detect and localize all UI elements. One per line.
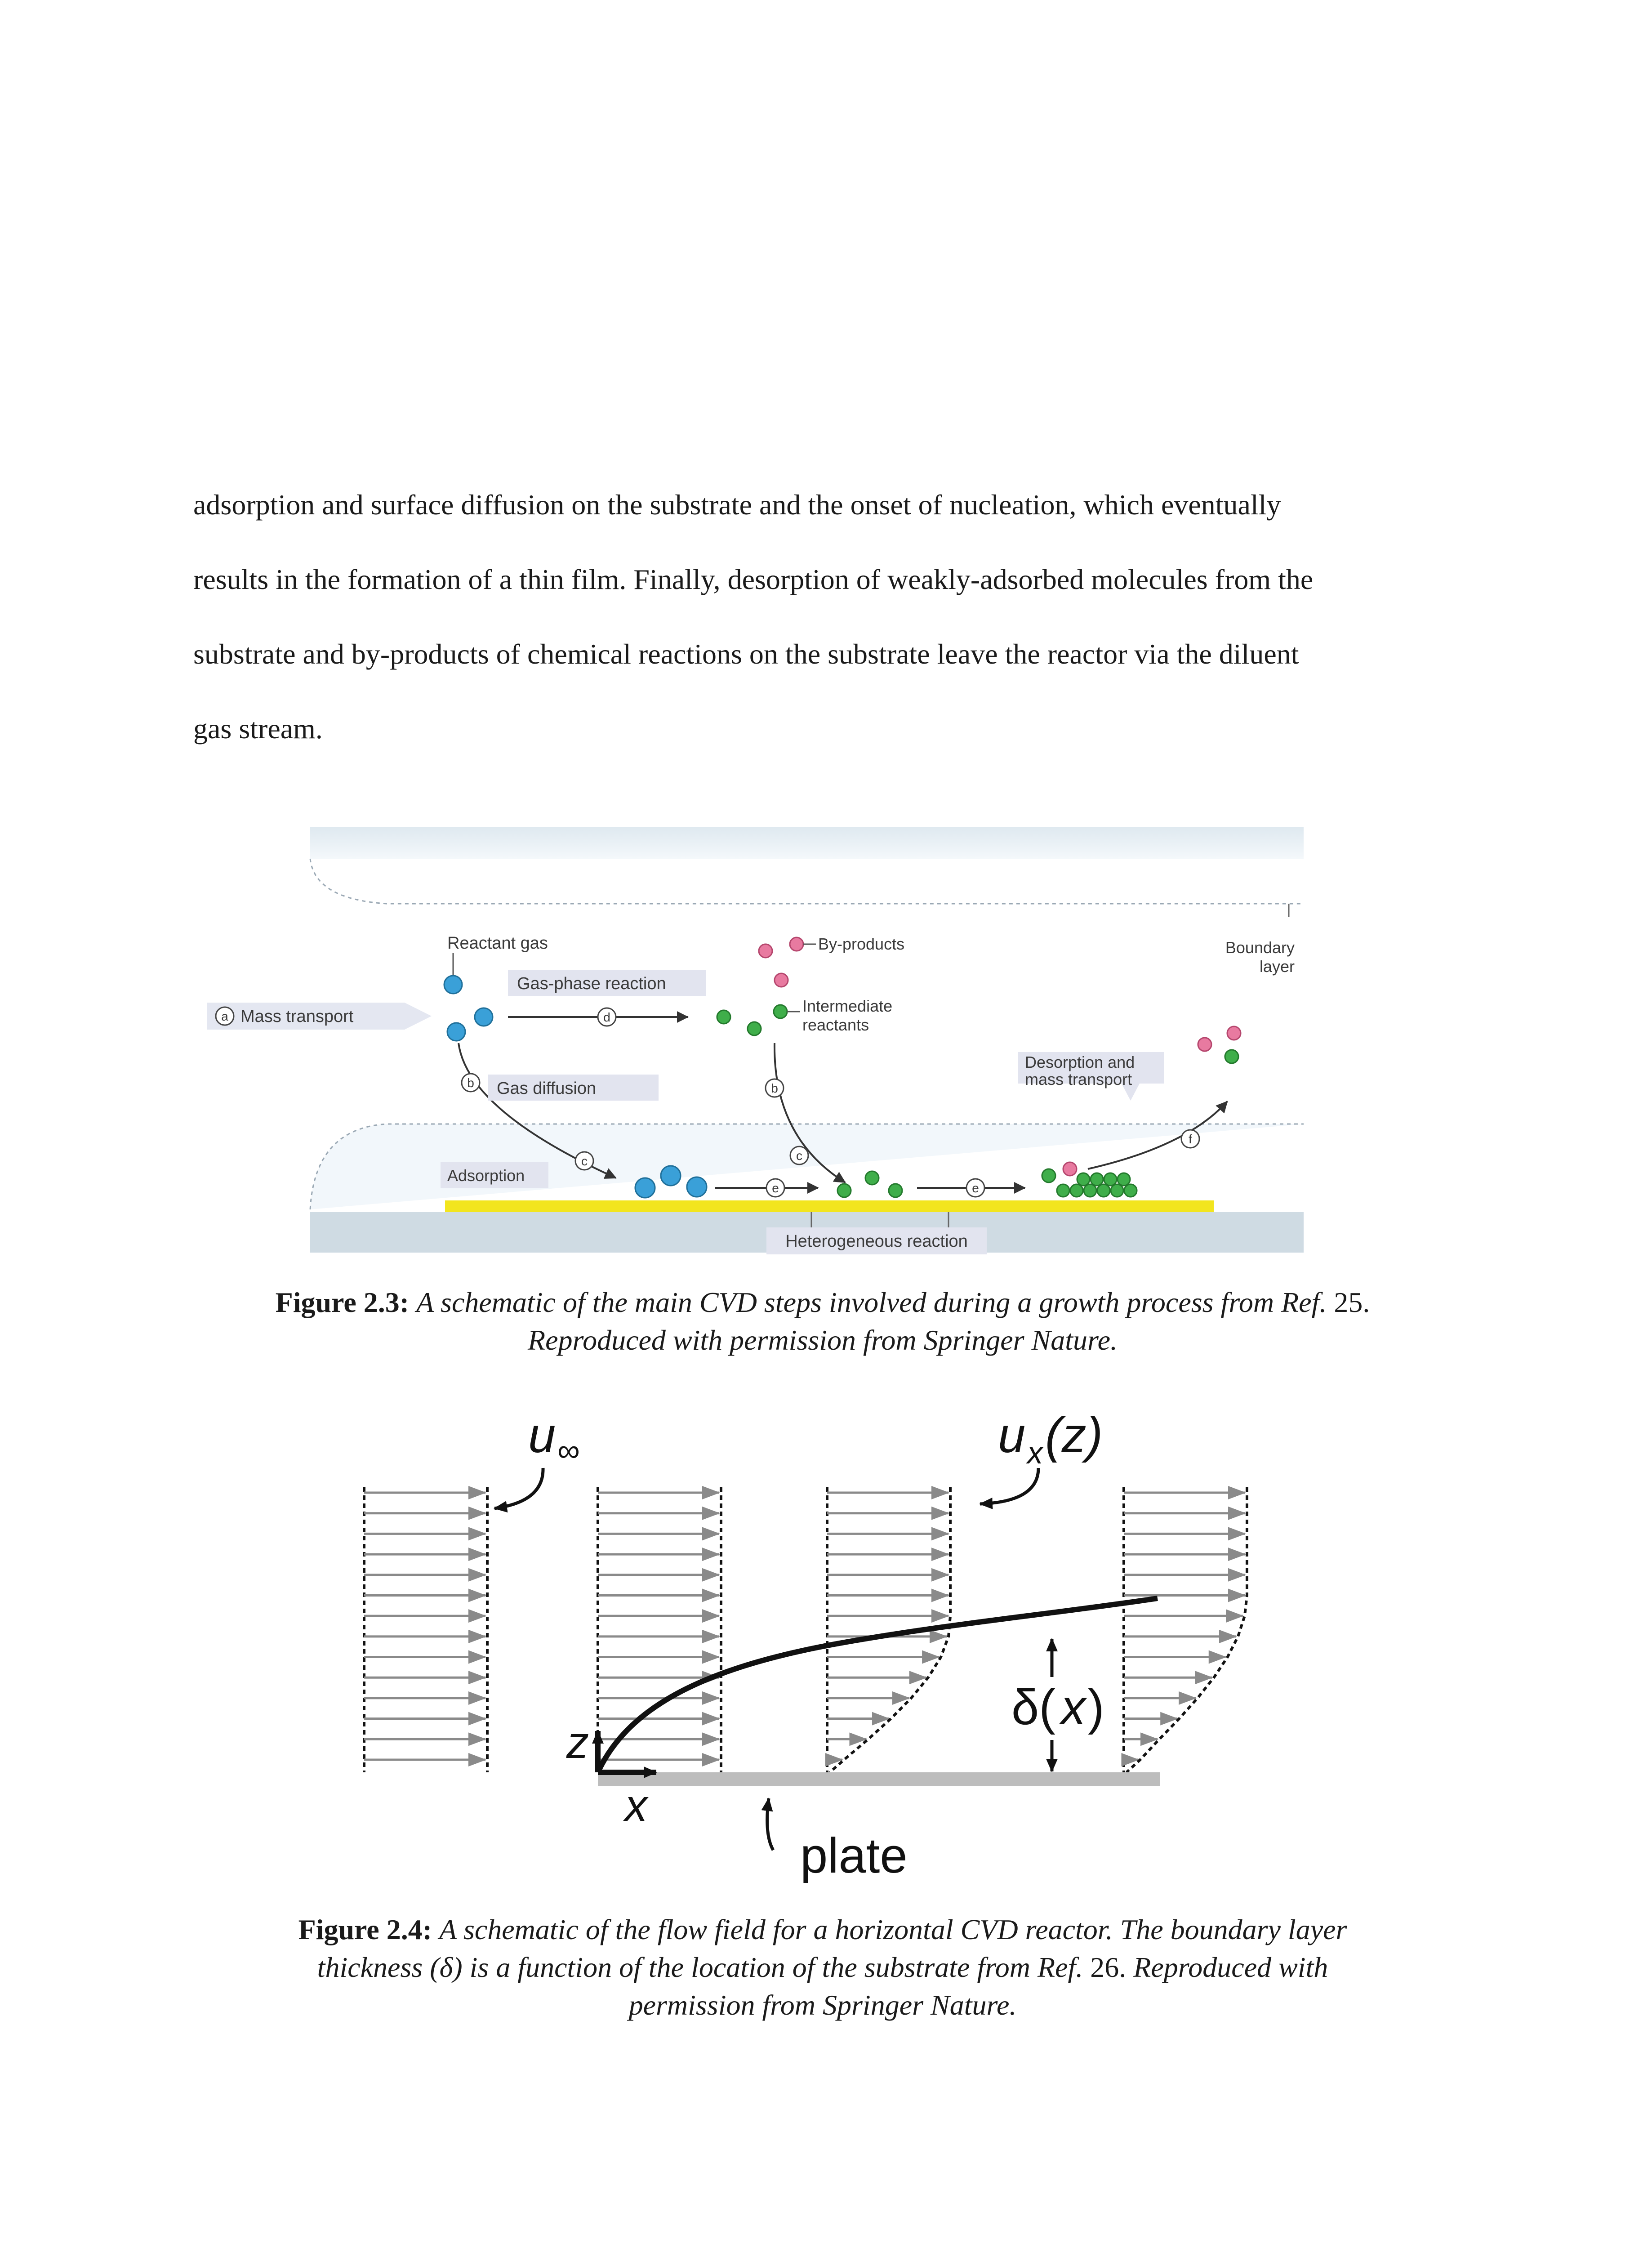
body-line: adsorption and surface diffusion on the substrate and the onset of nucleation, which eventually [193, 489, 1281, 521]
label-gas-diffusion: Gas diffusion [497, 1079, 597, 1098]
nucleation-cluster [1057, 1173, 1137, 1197]
step-e-marker: e [772, 1181, 779, 1195]
velocity-profile-2 [598, 1487, 721, 1772]
step-a-marker: a [221, 1009, 228, 1023]
label-u-infinity-sub: ∞ [557, 1433, 580, 1468]
label-mass-transport-2: mass transport [1025, 1070, 1132, 1088]
body-line: substrate and by-products of chemical reactions on the substrate leave the reactor via the diluent [193, 638, 1299, 670]
profile-envelope [1127, 1487, 1247, 1772]
body-line: results in the formation of a thin film. Finally, desorption of weakly-adsorbed molecules from the [193, 563, 1314, 595]
step-b2-marker: b [771, 1081, 778, 1095]
label-delta-x: x [1061, 1680, 1086, 1735]
step-d-marker: d [603, 1010, 610, 1024]
label-reactant-gas: Reactant gas [447, 934, 548, 953]
label-gas-phase-reaction: Gas-phase reaction [517, 974, 666, 993]
plate [598, 1772, 1160, 1786]
figure-boundary-layer [351, 1389, 1295, 1897]
label-boundary: Boundary [1225, 938, 1295, 957]
label-plate: plate [800, 1828, 908, 1883]
label-intermediate: Intermediate [802, 997, 893, 1015]
caption-ref: 26. [1090, 1951, 1127, 1983]
velocity-profile-1 [364, 1487, 487, 1772]
caption-text: thickness (δ) is a function of the location of the substrate from Ref. [317, 1951, 1083, 1983]
label-z-axis: z [566, 1717, 589, 1768]
label-layer: layer [1259, 957, 1295, 976]
caption-text: A schematic of the flow field for a horizontal CVD reactor. The boundary layer [439, 1913, 1347, 1945]
label-adsorption: Adsorption [447, 1166, 525, 1185]
label-delta: δ( [1011, 1680, 1055, 1735]
figure-2-3-caption [171, 1284, 1474, 1359]
caption-text: Reproduced with [1133, 1951, 1328, 1983]
step-c2-marker: c [796, 1149, 802, 1163]
label-desorption: Desorption and [1025, 1053, 1135, 1071]
step-b-marker: b [467, 1076, 474, 1090]
substrate [445, 1200, 1214, 1212]
caption-text: A schematic of the main CVD steps involved during a growth process from Ref. [416, 1286, 1327, 1318]
label-heterogeneous-reaction: Heterogeneous reaction [785, 1232, 968, 1251]
body-paragraph [193, 468, 1452, 766]
velocity-profile-4 [1124, 1487, 1247, 1772]
label-x-axis: x [625, 1780, 647, 1831]
label-mass-transport: Mass transport [240, 1007, 354, 1026]
caption-text: Reproduced with permission from Springer Nature. [528, 1324, 1118, 1356]
caption-label: Figure 2.3: [275, 1286, 410, 1318]
caption-text: permission from Springer Nature. [628, 1989, 1017, 2021]
caption-label: Figure 2.4: [298, 1913, 432, 1945]
figure-2-4-caption [171, 1911, 1474, 2024]
body-line: gas stream. [193, 713, 323, 745]
label-u-infinity: u [528, 1408, 556, 1463]
reactor-top-wall [310, 827, 1304, 859]
figure-cvd-steps [198, 823, 1367, 1263]
step-e2-marker: e [972, 1181, 979, 1195]
step-c-marker: c [581, 1154, 588, 1168]
label-reactants: reactants [802, 1016, 869, 1034]
label-delta-close: ) [1088, 1680, 1104, 1735]
label-ux-sub: x [1027, 1435, 1043, 1470]
caption-ref: 25. [1334, 1286, 1370, 1318]
label-ux-arg: (z) [1045, 1408, 1103, 1463]
step-f-marker: f [1189, 1132, 1192, 1146]
label-ux: u [998, 1408, 1026, 1463]
label-by-products: By-products [818, 935, 905, 953]
